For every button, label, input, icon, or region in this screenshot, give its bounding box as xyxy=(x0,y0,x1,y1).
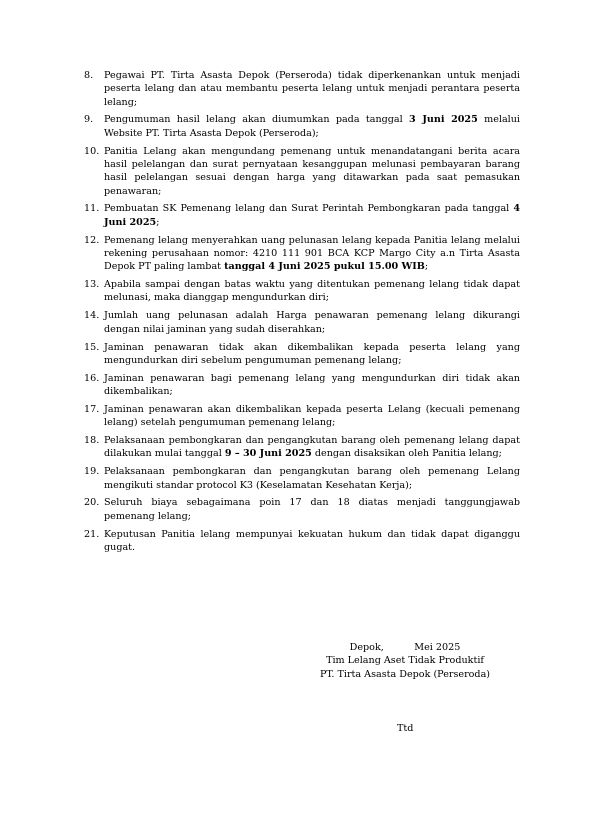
item-number: 14. xyxy=(84,310,100,322)
item-text: Jaminan penawaran tidak akan dikembalikan kepada peserta lelang yang mengundurkan diri sebelum pengumuman pemenang lelang; xyxy=(104,341,520,366)
list-item xyxy=(84,69,520,109)
item-text: Seluruh biaya sebagaimana poin 17 dan 18 diatas menjadi tanggungjawab pemenang lelang; xyxy=(104,497,520,522)
item-number: 16. xyxy=(84,372,100,384)
list-item xyxy=(84,372,520,399)
item-number: 15. xyxy=(84,341,100,353)
team-name: Tim Lelang Aset Tidak Produktif xyxy=(326,655,484,667)
item-text: Jaminan penawaran bagi pemenang lelang yang mengundurkan diri tidak akan dikembalikan; xyxy=(104,372,520,397)
item-text: Jaminan penawaran akan dikembalikan kepada peserta Lelang (kecuali pemenang lelang) setelah pengumuman pemenang lelang; xyxy=(104,403,520,429)
item-number: 9. xyxy=(84,114,94,126)
list-item xyxy=(84,145,520,198)
list-item xyxy=(84,434,520,461)
item-text: Jumlah uang pelunasan adalah Harga penawaran pemenang lelang dikurangi dengan nilai jaminan yang sudah diserahkan; xyxy=(104,310,520,335)
item-number: 21. xyxy=(84,528,100,540)
item-bold-date: 3 Juni 2025 xyxy=(409,114,478,126)
list-item xyxy=(84,496,520,523)
item-number: 13. xyxy=(84,279,100,291)
item-number: 8. xyxy=(84,70,94,81)
terms-list xyxy=(84,69,520,559)
list-item xyxy=(84,278,520,305)
item-number: 17. xyxy=(84,403,100,415)
item-text: Pelaksanaan pembongkaran dan pengangkutan barang oleh pemenang lelang dapat dilakukan mulai tanggal 9 – 30 Juni 2025 dengan disaksikan oleh Panitia lelang; xyxy=(104,435,520,460)
item-text: Keputusan Panitia lelang mempunyai kekuatan hukum dan tidak dapat diganggu gugat. xyxy=(104,528,520,553)
item-bold-date: 9 – 30 Juni 2025 xyxy=(224,448,312,460)
item-number: 10. xyxy=(84,145,100,157)
item-text: Apabila sampai dengan batas waktu yang ditentukan pemenang lelang tidak dapat melunasi, maka dianggap mengundurkan diri; xyxy=(104,279,520,304)
list-item xyxy=(84,202,520,229)
place-date: Depok, Mei 2025 xyxy=(349,642,461,653)
list-item xyxy=(84,113,520,140)
list-item xyxy=(84,309,520,336)
list-item xyxy=(84,234,520,274)
item-text: Pemenang lelang menyerahkan uang pelunasan lelang kepada Panitia lelang melalui rekening perusahaan nomor: 4210 111 901 BCA KCP Margo City a.n Tirta Asasta Depok PT paling lambat tanggal 4 Juni 2025 pukul 15.00 WIB; xyxy=(104,234,520,273)
list-item xyxy=(84,341,520,368)
item-text: Pelaksanaan pembongkaran dan pengangkutan barang oleh pemenang Lelang mengikuti standar protocol K3 (Keselamatan Kesehatan Kerja); xyxy=(104,466,520,491)
list-item xyxy=(84,528,520,555)
item-number: 20. xyxy=(84,497,100,509)
item-text: Pembuatan SK Pemenang lelang dan Surat Perintah Pembongkaran pada tanggal 4 Juni 2025; xyxy=(104,203,520,228)
item-bold-deadline: tanggal 4 Juni 2025 pukul 15.00 WIB xyxy=(224,261,425,273)
item-bold-date: 4 Juni 2025 xyxy=(104,203,520,228)
item-text: Pegawai PT. Tirta Asasta Depok (Perseroda) tidak diperkenankan untuk menjadi peserta lelang dan atau membantu peserta lelang untuk menjadi perantara peserta lelang; xyxy=(104,70,520,108)
item-number: 18. xyxy=(84,435,100,447)
item-number: 12. xyxy=(84,234,100,246)
signature-block xyxy=(310,641,500,681)
list-item xyxy=(84,403,520,430)
item-text: Panitia Lelang akan mengundang pemenang untuk menandatangani berita acara hasil pelelangan dan surat pernyataan kesanggupan melunasi pembayaran barang hasil pelelangan sesuai dengan harga yang ditawarkan pada saat pemasukan penawaran; xyxy=(104,145,520,197)
list-item xyxy=(84,465,520,492)
ttd-label: Ttd xyxy=(397,723,414,734)
item-number: 19. xyxy=(84,466,100,478)
item-number: 11. xyxy=(84,203,100,215)
company-name: PT. Tirta Asasta Depok (Perseroda) xyxy=(319,668,491,680)
item-text: Pengumuman hasil lelang akan diumumkan pada tanggal 3 Juni 2025 melalui Website PT. Tirta Asasta Depok (Perseroda); xyxy=(104,114,520,139)
